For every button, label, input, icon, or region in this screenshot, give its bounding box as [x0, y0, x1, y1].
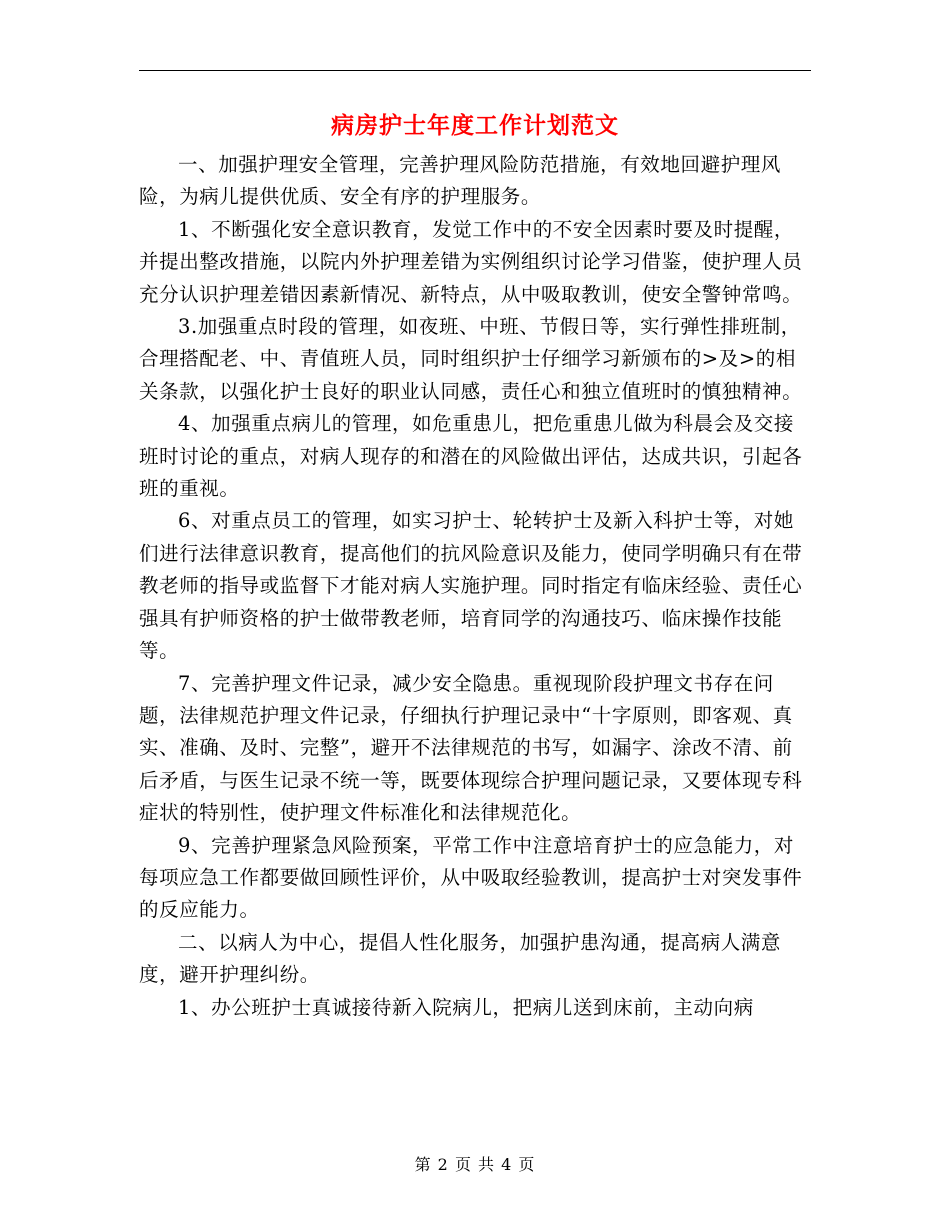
paragraph: 一、加强护理安全管理，完善护理风险防范措施，有效地回避护理风险，为病儿提供优质、安全有序的护理服务。 [139, 153, 782, 209]
paragraph: 6、对重点员工的管理，如实习护士、轮转护士及新入科护士等，对她们进行法律意识教育，提高他们的抗风险意识及能力，使同学明确只有在带教老师的指导或监督下才能对病人实施护理。同时指定有临床经验、责任心强具有护师资格的护士做带教老师，培育同学的沟通技巧、临床操作技能等。 [139, 509, 803, 663]
paragraph: 1、办公班护士真诚接待新入院病儿，把病儿送到床前，主动向病 [178, 995, 754, 1019]
document-title: 病房护士年度工作计划范文 [331, 112, 619, 139]
paragraph: 4、加强重点病儿的管理，如危重患儿，把危重患儿做为科晨会及交接班时讨论的重点，对病人现存的和潜在的风险做出评估，达成共识，引起各班的重视。 [139, 412, 803, 501]
paragraph: 二、以病人为中心，提倡人性化服务，加强护患沟通，提高病人满意度，避开护理纠纷。 [139, 930, 782, 987]
paragraph: 7、完善护理文件记录，减少安全隐患。重视现阶段护理文书存在问题，法律规范护理文件记录，仔细执行护理记录中“十字原则，即客观、真实、准确、及时、完整”，避开不法律规范的书写，如漏字、涂改不清、前后矛盾，与医生记录不统一等，既要体现综合护理问题记录，又要体现专科症状的特别性，使护理文件标准化和法律规范化。 [139, 671, 803, 825]
paragraph: 9、完善护理紧急风险预案，平常工作中注意培育护士的应急能力，对每项应急工作都要做回顾性评价，从中吸取经验教训，提高护士对突发事件的反应能力。 [139, 833, 803, 922]
paragraph: 1、不断强化安全意识教育，发觉工作中的不安全因素时要及时提醒，并提出整改措施，以院内外护理差错为实例组织讨论学习借鉴，使护理人员充分认识护理差错因素新情况、新特点，从中吸取教训，使安全警钟常鸣。 [139, 217, 803, 306]
document-body [139, 149, 811, 1024]
paragraph: 3.加强重点时段的管理，如夜班、中班、节假日等，实行弹性排班制，合理搭配老、中、青值班人员，同时组织护士仔细学习新颁布的>及>的相关条款，以强化护士良好的职业认同感，责任心和独立值班时的慎独精神。 [139, 315, 803, 403]
page-footer: 第 2 页 共 4 页 [414, 1155, 536, 1174]
header-rule [139, 70, 811, 71]
